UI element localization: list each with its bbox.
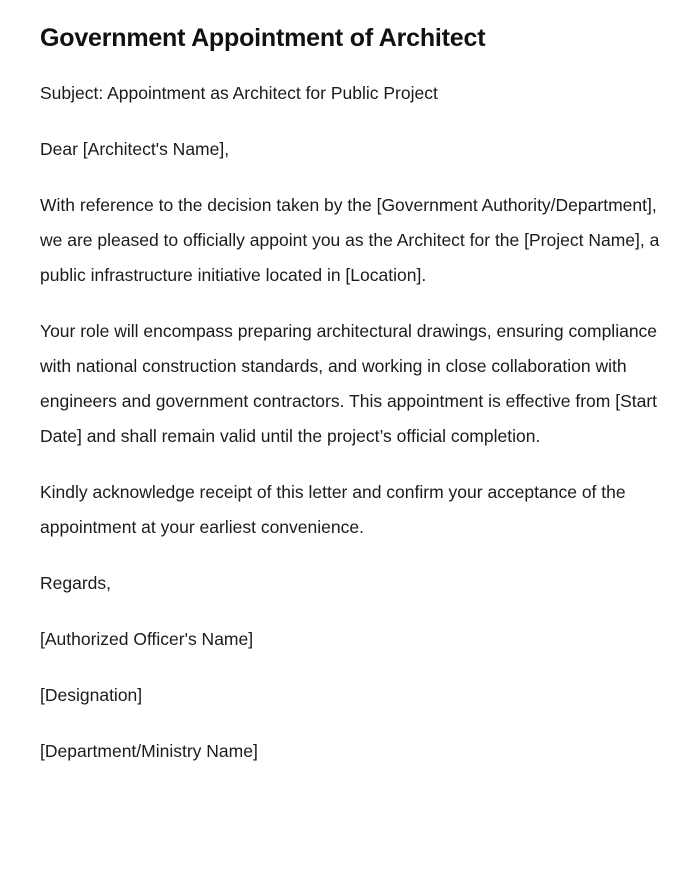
closing-salutation: Regards, <box>40 573 112 593</box>
salutation: Dear [Architect's Name], <box>40 139 230 159</box>
body-paragraph-appointment: With reference to the decision taken by the [Government Authority/Department], we are pleased to officially appoint you as the Architect for the [Project Name], a public infrastructure initiative located in [Location]. <box>40 195 660 285</box>
subject-line: Subject: Appointment as Architect for Public Project <box>40 83 438 103</box>
signature-designation: [Designation] <box>40 685 143 705</box>
page-title: Government Appointment of Architect <box>40 24 486 52</box>
signature-officer-name: [Authorized Officer's Name] <box>40 629 254 649</box>
body-paragraph-acknowledgement: Kindly acknowledge receipt of this letter and confirm your acceptance of the appointment at your earliest convenience. <box>40 482 626 537</box>
body-paragraph-role: Your role will encompass preparing architectural drawings, ensuring compliance with national construction standards, and working in close collaboration with engineers and government contractors. This appointment is effective from [Start Date] and shall remain valid until the project’s official completion. <box>40 321 658 446</box>
signature-department: [Department/Ministry Name] <box>40 741 258 761</box>
